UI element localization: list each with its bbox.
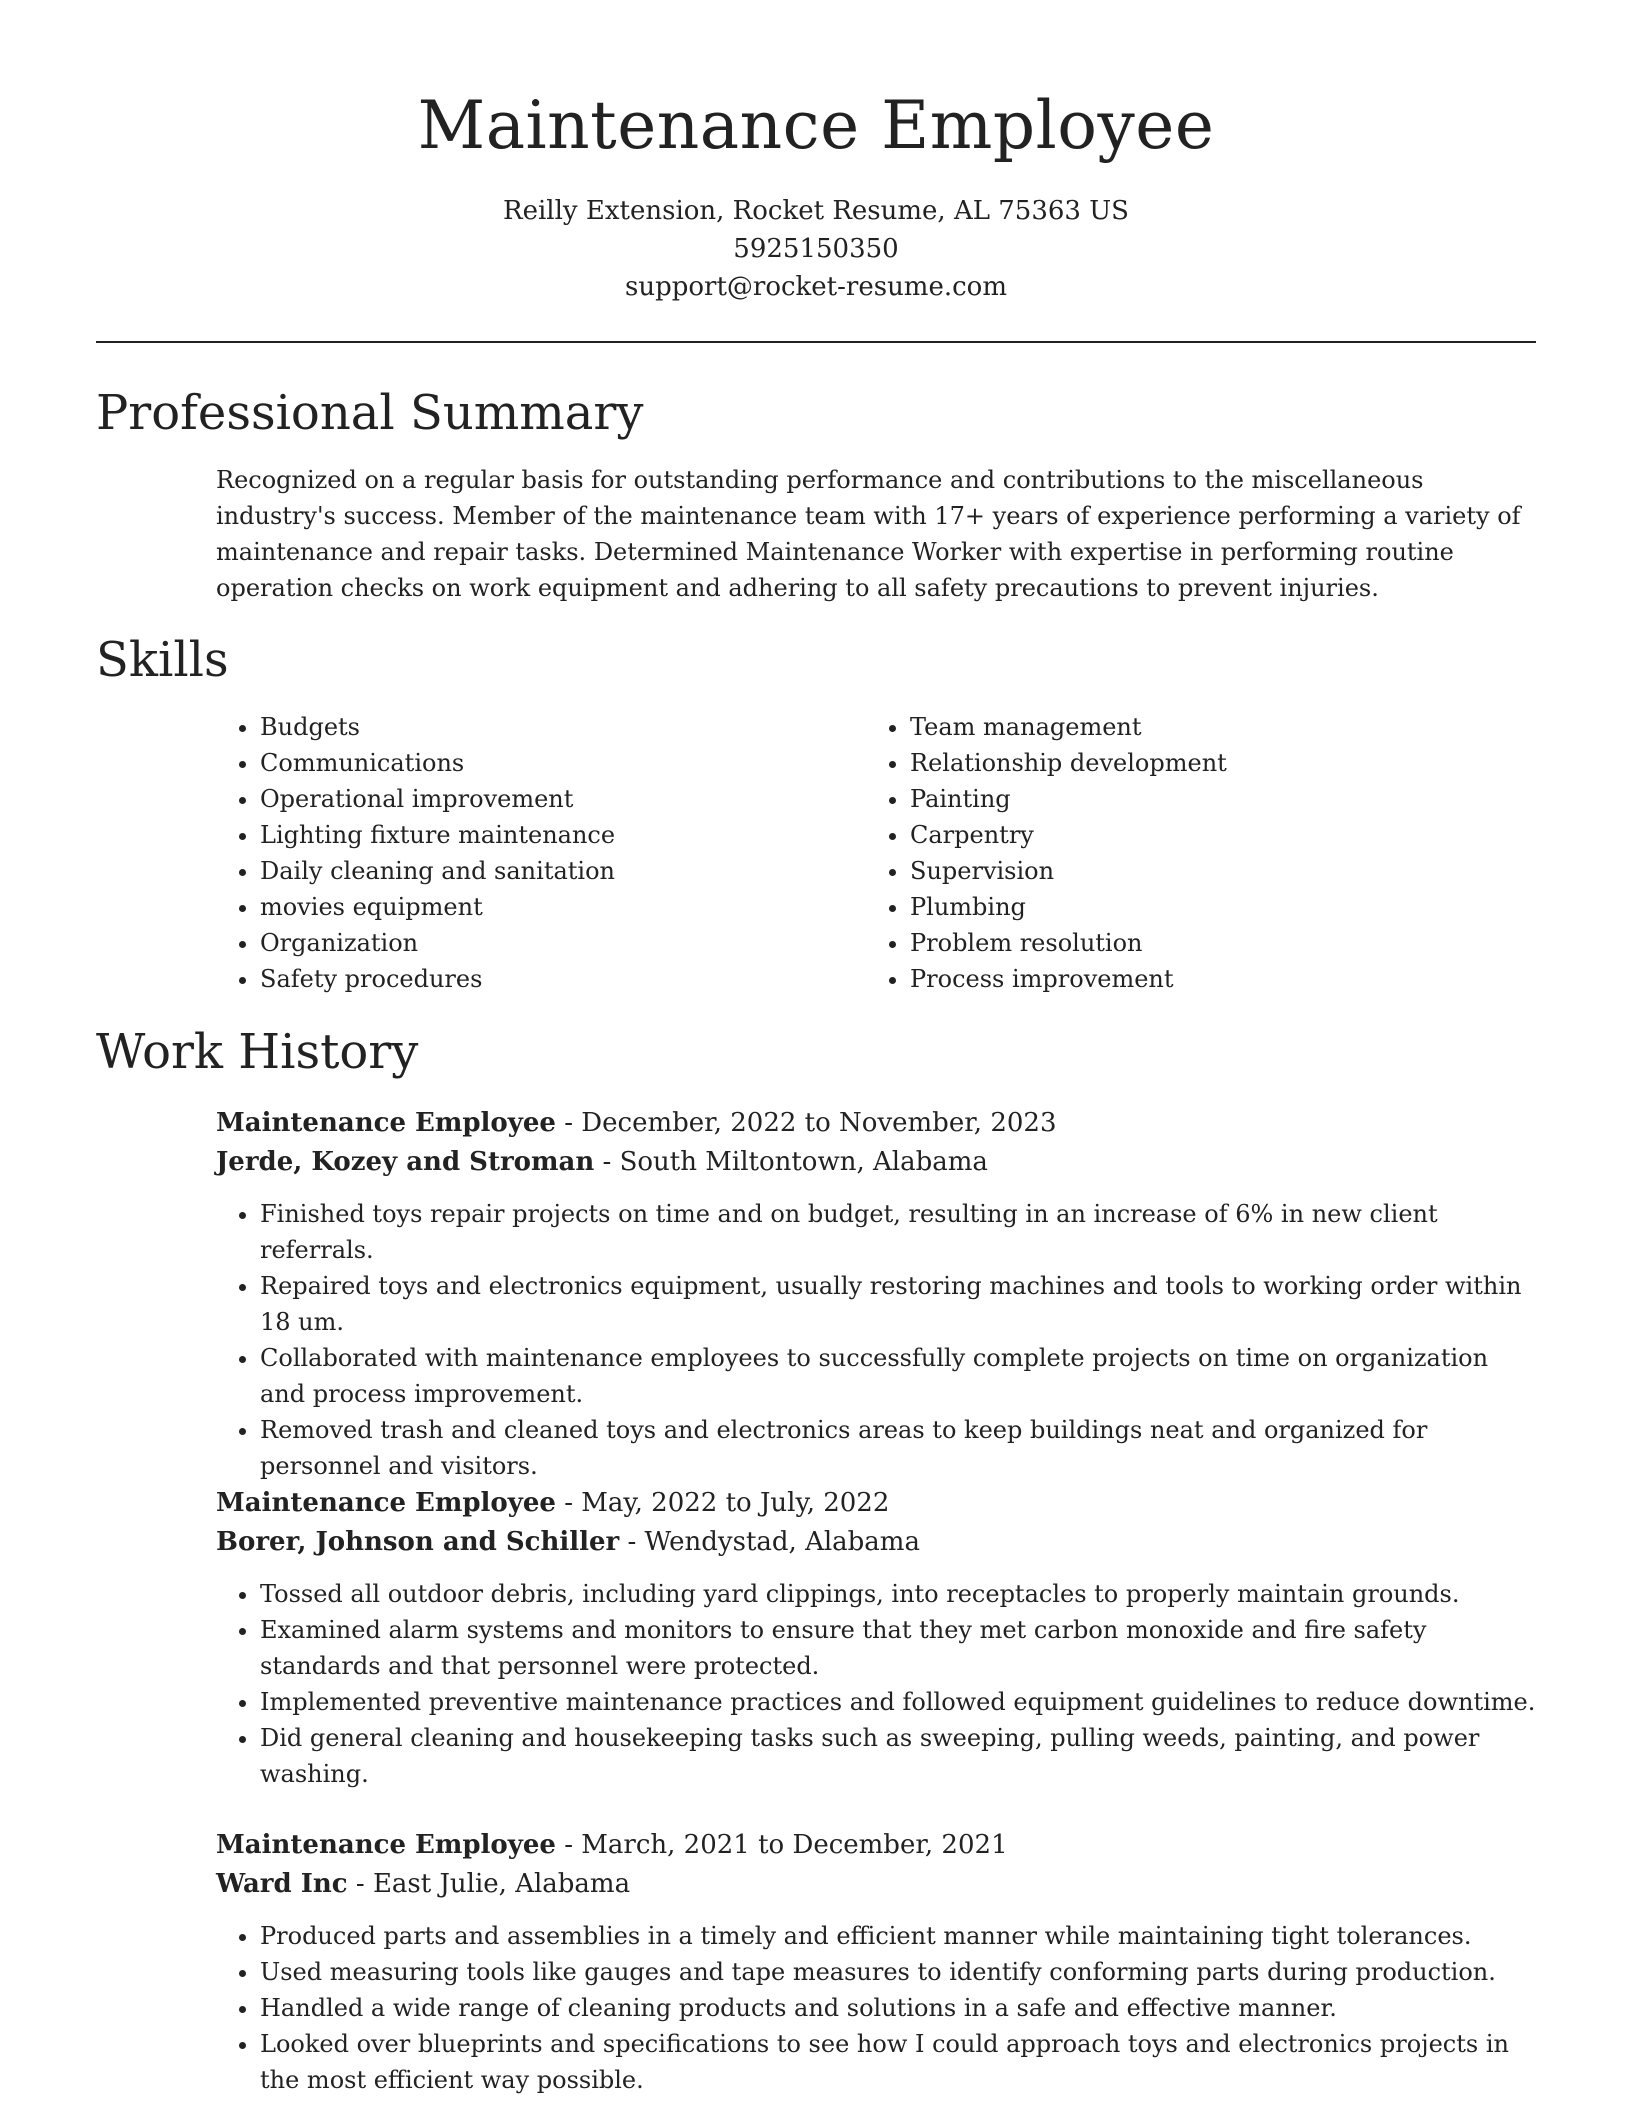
skill-item: • Budgets xyxy=(260,709,866,745)
skill-item: • Relationship development xyxy=(910,745,1516,781)
job-entry xyxy=(216,1826,1536,2098)
job-company-line xyxy=(216,1865,1536,1904)
job-location: - Wendystad, Alabama xyxy=(619,1527,920,1557)
skills-column-right xyxy=(866,709,1516,997)
job-bullets xyxy=(216,1576,1536,1792)
job-bullets xyxy=(216,1196,1536,1484)
job-dates: - May, 2022 to July, 2022 xyxy=(555,1488,890,1518)
address: Reilly Extension, Rocket Resume, AL 75363 US xyxy=(503,196,1129,226)
job-location: - South Miltontown, Alabama xyxy=(594,1147,988,1177)
job-company-line xyxy=(216,1523,1536,1562)
phone-number: 5925150350 xyxy=(733,234,899,264)
skill-item: • Organization xyxy=(260,925,866,961)
skill-item: • movies equipment xyxy=(260,889,866,925)
job-entry xyxy=(216,1104,1536,1484)
candidate-name: Maintenance Employee xyxy=(417,87,1215,164)
skill-item: • Plumbing xyxy=(910,889,1516,925)
skill-item: • Problem resolution xyxy=(910,925,1516,961)
job-bullet: • Did general cleaning and housekeeping tasks such as sweeping, pulling weeds, painting, and power washing. xyxy=(260,1720,1536,1792)
job-title-line xyxy=(216,1826,1536,1865)
summary-text: Recognized on a regular basis for outstanding performance and contributions to the miscellaneous industry's success. Member of the maintenance team with 17+ years of experience performing a variety of maintenance and repair tasks. Determined Maintenance Worker with expertise in performing routine operation checks on work equipment and adhering to all safety precautions to prevent injuries. xyxy=(216,466,1521,602)
job-bullet: • Implemented preventive maintenance practices and followed equipment guidelines to reduce downtime. xyxy=(260,1684,1536,1720)
job-bullet: • Examined alarm systems and monitors to ensure that they met carbon monoxide and fire safety standards and that personnel were protected. xyxy=(260,1612,1536,1684)
job-company: Jerde, Kozey and Stroman xyxy=(216,1147,595,1177)
skills-list xyxy=(216,709,1536,997)
skill-item: • Safety procedures xyxy=(260,961,866,997)
job-location: - East Julie, Alabama xyxy=(347,1869,631,1899)
job-entry xyxy=(216,1484,1536,1792)
skills-heading: Skills xyxy=(96,632,229,688)
job-bullet: • Repaired toys and electronics equipment, usually restoring machines and tools to working order within 18 um. xyxy=(260,1268,1536,1340)
job-company-line xyxy=(216,1143,1536,1182)
job-dates: - March, 2021 to December, 2021 xyxy=(555,1830,1008,1860)
resume-header xyxy=(0,0,1632,306)
skill-item: • Operational improvement xyxy=(260,781,866,817)
job-company: Ward Inc xyxy=(216,1869,348,1899)
job-bullets xyxy=(216,1918,1536,2098)
job-title-line xyxy=(216,1104,1536,1143)
skill-item: • Supervision xyxy=(910,853,1516,889)
work-history-heading: Work History xyxy=(96,1024,419,1080)
job-bullet: • Handled a wide range of cleaning products and solutions in a safe and effective manner. xyxy=(260,1990,1536,2026)
job-bullet: • Produced parts and assemblies in a timely and efficient manner while maintaining tight tolerances. xyxy=(260,1918,1536,1954)
job-title-line xyxy=(216,1484,1536,1523)
summary-heading: Professional Summary xyxy=(96,385,644,441)
skills-column-left xyxy=(216,709,866,997)
job-title: Maintenance Employee xyxy=(216,1830,556,1860)
job-bullet: • Used measuring tools like gauges and tape measures to identify conforming parts during production. xyxy=(260,1954,1536,1990)
skill-item: • Carpentry xyxy=(910,817,1516,853)
skill-item: • Painting xyxy=(910,781,1516,817)
job-title: Maintenance Employee xyxy=(216,1108,556,1138)
job-bullet: • Collaborated with maintenance employees to successfully complete projects on time on organization and process improvement. xyxy=(260,1340,1536,1412)
job-company: Borer, Johnson and Schiller xyxy=(216,1527,620,1557)
email-address: support@rocket-resume.com xyxy=(624,272,1007,302)
job-bullet: • Removed trash and cleaned toys and electronics areas to keep buildings neat and organized for personnel and visitors. xyxy=(260,1412,1536,1484)
job-title: Maintenance Employee xyxy=(216,1488,556,1518)
contact-info xyxy=(0,192,1632,306)
job-bullet: • Finished toys repair projects on time and on budget, resulting in an increase of 6% in new client referrals. xyxy=(260,1196,1536,1268)
skill-item: • Process improvement xyxy=(910,961,1516,997)
skill-item: • Lighting fixture maintenance xyxy=(260,817,866,853)
header-divider xyxy=(96,341,1536,343)
job-dates: - December, 2022 to November, 2023 xyxy=(555,1108,1057,1138)
skill-item: • Daily cleaning and sanitation xyxy=(260,853,866,889)
job-bullet: • Looked over blueprints and specifications to see how I could approach toys and electronics projects in the most efficient way possible. xyxy=(260,2026,1536,2098)
job-bullet: • Tossed all outdoor debris, including yard clippings, into receptacles to properly maintain grounds. xyxy=(260,1576,1536,1612)
skill-item: • Team management xyxy=(910,709,1516,745)
skill-item: • Communications xyxy=(260,745,866,781)
